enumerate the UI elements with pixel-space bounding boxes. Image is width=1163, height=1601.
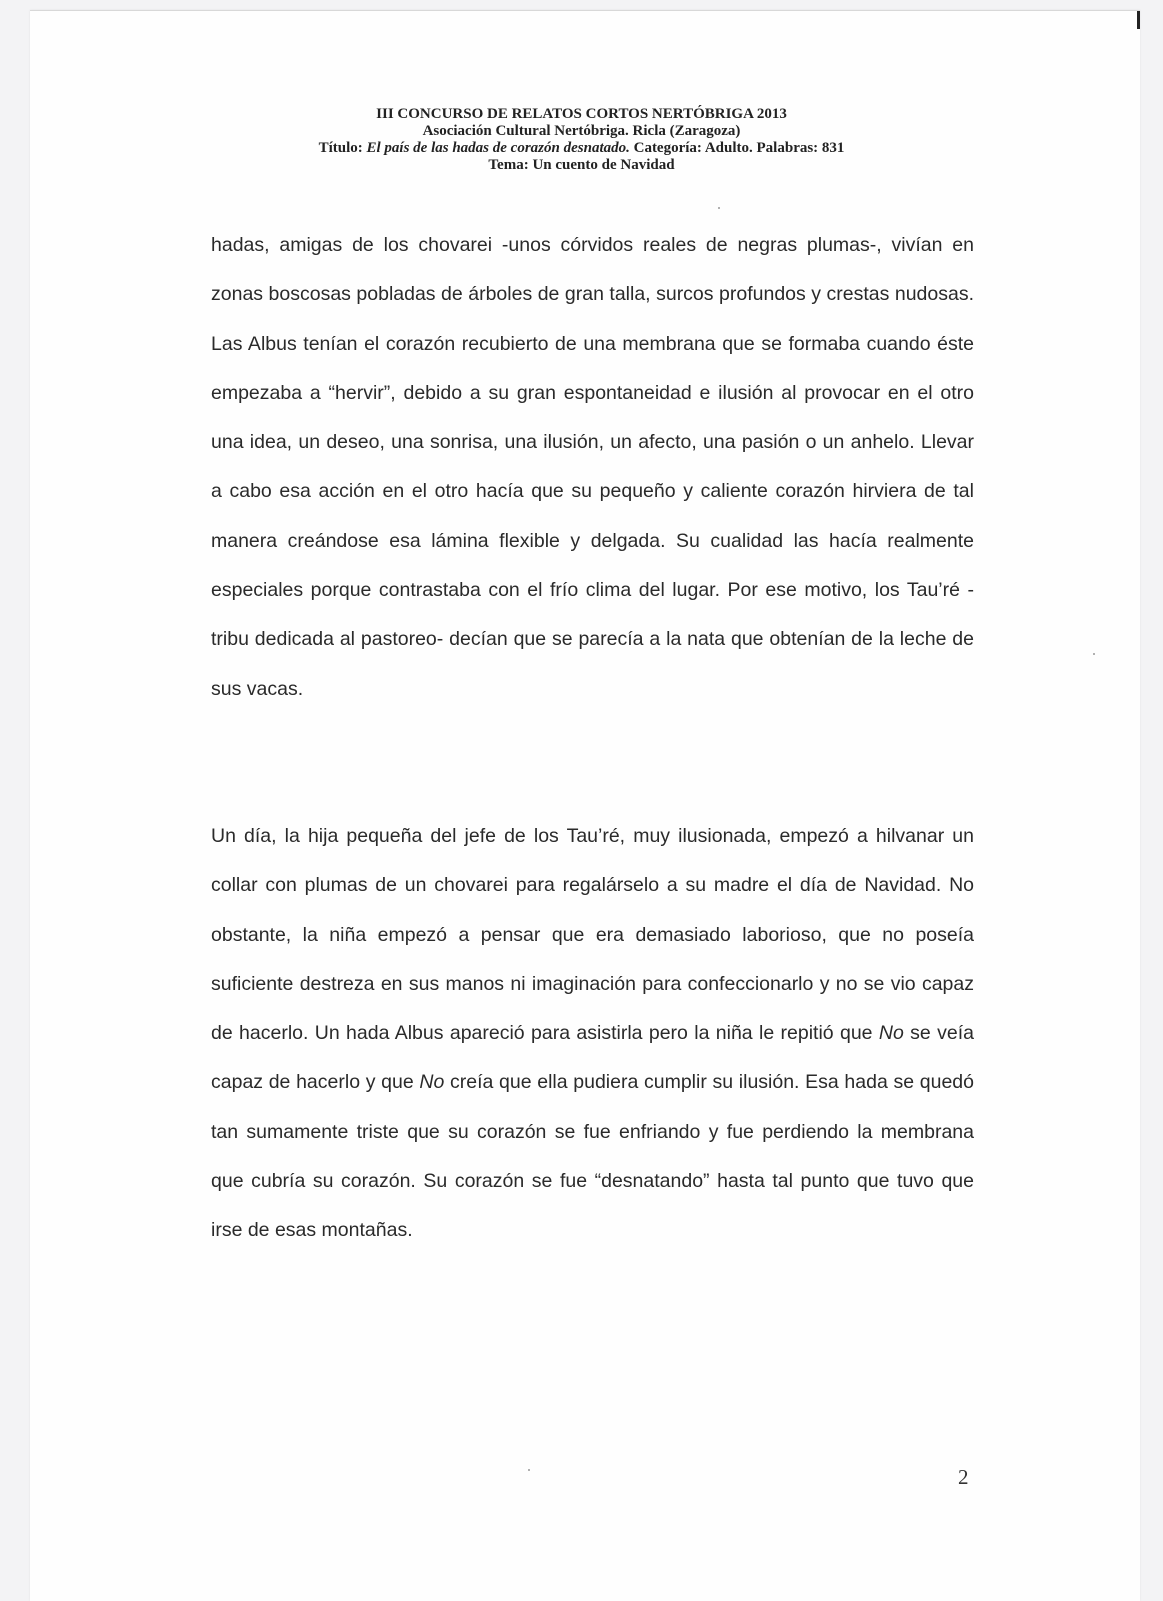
paragraph-2: [211, 812, 974, 1256]
story-title: El país de las hadas de corazón desnatado.: [366, 140, 630, 156]
emphasis-no-2: No: [419, 1071, 445, 1094]
emphasis-no-1: No: [878, 1022, 904, 1045]
theme-line: Tema: Un cuento de Navidad: [488, 157, 675, 173]
title-line: [0, 140, 1163, 157]
paragraph-2-part-3: creía que ella pudiera cumplir su ilusión. Esa hada se quedó tan sumamente triste que su corazón se fue enfriando y fue perdiendo la membrana que cubría su corazón. Su corazón se fue “desnatando” hasta tal punto que tuvo que irse de esas montañas.: [211, 1071, 974, 1242]
page-number: 2: [958, 1465, 969, 1489]
paragraph-2-part-1: Un día, la hija pequeña del jefe de los Tau’ré, muy ilusionada, empezó a hilvanar un collar con plumas de un chovarei para regalárselo a su madre el día de Navidad. No obstante, la niña empezó a pensar que era demasiado laborioso, que no poseía suficiente destreza en sus manos ni imaginación para confeccionarlo y no se vio capaz de hacerlo. Un hada Albus apareció para asistirla pero la niña le repitió que: [211, 825, 974, 1045]
scan-speck: [528, 1469, 530, 1471]
scan-edge-mark: [1137, 11, 1140, 29]
title-label: Título:: [318, 140, 363, 156]
contest-header: [0, 106, 1163, 174]
paragraph-1: hadas, amigas de los chovarei -unos córvidos reales de negras plumas-, vivían en zonas boscosas pobladas de árboles de gran talla, surcos profundos y crestas nudosas. Las Albus tenían el corazón recubierto de una membrana que se formaba cuando éste empezaba a “hervir”, debido a su gran espontaneidad e ilusión al provocar en el otro una idea, un deseo, una sonrisa, una ilusión, un afecto, una pasión o un anhelo. Llevar a cabo esa acción en el otro hacía que su pequeño y caliente corazón hirviera de tal manera creándose esa lámina flexible y delgada. Su cualidad las hacía realmente especiales porque contrastaba con el frío clima del lugar. Por ese motivo, los Tau’ré -tribu dedicada al pastoreo- decían que se parecía a la nata que obtenían de la leche de sus vacas.: [211, 234, 974, 700]
scan-speck: [718, 207, 720, 209]
paragraph-2-part-2: se veía capaz de hacerlo y que: [211, 1022, 974, 1094]
contest-name: III CONCURSO DE RELATOS CORTOS NERTÓBRIGA 2013: [376, 106, 787, 122]
scan-speck: [1093, 653, 1095, 655]
category-info: Categoría: Adulto. Palabras: 831: [633, 140, 845, 156]
association-line: Asociación Cultural Nertóbriga. Ricla (Zaragoza): [422, 123, 741, 139]
